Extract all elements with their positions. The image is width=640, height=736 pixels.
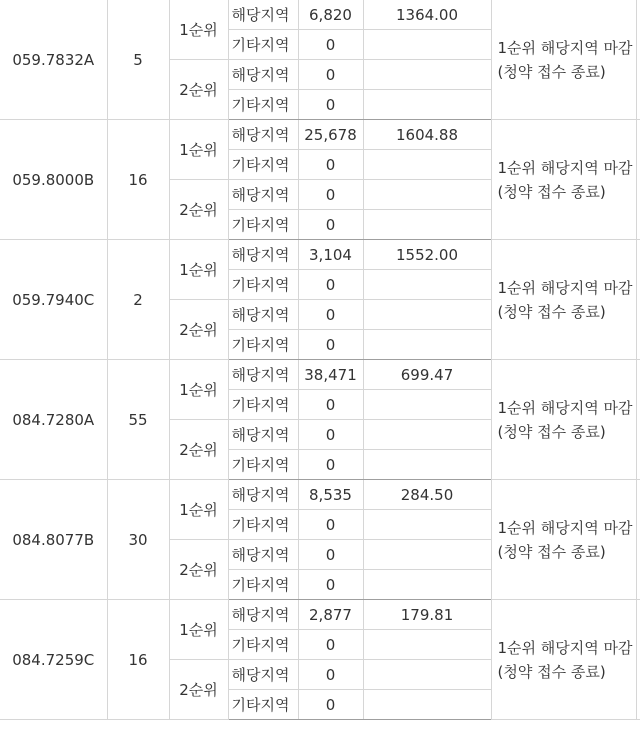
area-cell: 해당지역 — [228, 120, 298, 150]
result-cell: 1순위 해당지역 마감(청약 접수 종료) — [491, 480, 636, 600]
result-cell: 1순위 해당지역 마감(청약 접수 종료) — [491, 120, 636, 240]
rank-cell: 2순위 — [169, 660, 228, 720]
competition-ratio-cell — [363, 90, 491, 120]
competition-ratio-cell — [363, 30, 491, 60]
area-cell: 기타지역 — [228, 390, 298, 420]
rank-cell: 2순위 — [169, 60, 228, 120]
area-cell: 해당지역 — [228, 180, 298, 210]
applicant-count-cell: 0 — [298, 60, 363, 90]
supply-count-cell: 16 — [107, 600, 169, 720]
applicant-count-cell: 0 — [298, 390, 363, 420]
applicant-count-cell: 0 — [298, 510, 363, 540]
rank-cell: 1순위 — [169, 0, 228, 60]
supply-count-cell: 5 — [107, 0, 169, 120]
next-column-cell — [636, 0, 640, 120]
area-cell: 기타지역 — [228, 90, 298, 120]
applicant-count-cell: 0 — [298, 570, 363, 600]
area-cell: 기타지역 — [228, 210, 298, 240]
competition-ratio-cell — [363, 150, 491, 180]
area-cell: 기타지역 — [228, 270, 298, 300]
area-cell: 기타지역 — [228, 330, 298, 360]
competition-ratio-cell — [363, 660, 491, 690]
rank-cell: 1순위 — [169, 600, 228, 660]
competition-ratio-cell — [363, 570, 491, 600]
rank-cell: 2순위 — [169, 300, 228, 360]
applicant-count-cell: 0 — [298, 270, 363, 300]
competition-ratio-cell: 699.47 — [363, 360, 491, 390]
area-cell: 기타지역 — [228, 690, 298, 720]
area-cell: 해당지역 — [228, 480, 298, 510]
model-type-cell: 084.8077B — [0, 480, 107, 600]
competition-ratio-cell — [363, 210, 491, 240]
area-cell: 기타지역 — [228, 30, 298, 60]
applicant-count-cell: 38,471 — [298, 360, 363, 390]
next-column-cell — [636, 600, 640, 720]
supply-count-cell: 16 — [107, 120, 169, 240]
applicant-count-cell: 0 — [298, 690, 363, 720]
applicant-count-cell: 0 — [298, 180, 363, 210]
area-cell: 기타지역 — [228, 510, 298, 540]
applicant-count-cell: 0 — [298, 540, 363, 570]
competition-ratio-cell: 1364.00 — [363, 0, 491, 30]
applicant-count-cell: 0 — [298, 630, 363, 660]
competition-ratio-cell — [363, 510, 491, 540]
applicant-count-cell: 0 — [298, 30, 363, 60]
competition-ratio-cell — [363, 300, 491, 330]
rank-cell: 1순위 — [169, 480, 228, 540]
area-cell: 기타지역 — [228, 570, 298, 600]
model-type-cell: 059.7940C — [0, 240, 107, 360]
area-cell: 해당지역 — [228, 300, 298, 330]
area-cell: 기타지역 — [228, 630, 298, 660]
rank-cell: 2순위 — [169, 420, 228, 480]
rank-cell: 1순위 — [169, 360, 228, 420]
competition-ratio-cell — [363, 270, 491, 300]
competition-ratio-cell — [363, 180, 491, 210]
applicant-count-cell: 2,877 — [298, 600, 363, 630]
competition-ratio-cell: 1604.88 — [363, 120, 491, 150]
applicant-count-cell: 8,535 — [298, 480, 363, 510]
competition-ratio-cell: 284.50 — [363, 480, 491, 510]
result-cell: 1순위 해당지역 마감(청약 접수 종료) — [491, 0, 636, 120]
competition-ratio-cell — [363, 630, 491, 660]
table-row — [0, 600, 640, 630]
competition-ratio-cell: 1552.00 — [363, 240, 491, 270]
applicant-count-cell: 0 — [298, 420, 363, 450]
table-row — [0, 240, 640, 270]
applicant-count-cell: 25,678 — [298, 120, 363, 150]
area-cell: 해당지역 — [228, 60, 298, 90]
supply-count-cell: 2 — [107, 240, 169, 360]
rank-cell: 2순위 — [169, 180, 228, 240]
competition-ratio-cell — [363, 540, 491, 570]
area-cell: 해당지역 — [228, 240, 298, 270]
rank-cell: 1순위 — [169, 120, 228, 180]
applicant-count-cell: 0 — [298, 660, 363, 690]
competition-ratio-cell: 179.81 — [363, 600, 491, 630]
area-cell: 해당지역 — [228, 600, 298, 630]
table-row — [0, 480, 640, 510]
applicant-count-cell: 0 — [298, 450, 363, 480]
table-row — [0, 120, 640, 150]
competition-ratio-cell — [363, 390, 491, 420]
supply-count-cell: 30 — [107, 480, 169, 600]
next-column-cell — [636, 120, 640, 240]
area-cell: 해당지역 — [228, 0, 298, 30]
model-type-cell: 059.7832A — [0, 0, 107, 120]
applicant-count-cell: 6,820 — [298, 0, 363, 30]
applicant-count-cell: 0 — [298, 330, 363, 360]
area-cell: 기타지역 — [228, 150, 298, 180]
competition-ratio-cell — [363, 330, 491, 360]
result-cell: 1순위 해당지역 마감(청약 접수 종료) — [491, 600, 636, 720]
rank-cell: 2순위 — [169, 540, 228, 600]
area-cell: 해당지역 — [228, 660, 298, 690]
rank-cell: 1순위 — [169, 240, 228, 300]
applicant-count-cell: 3,104 — [298, 240, 363, 270]
applicant-count-cell: 0 — [298, 300, 363, 330]
result-cell: 1순위 해당지역 마감(청약 접수 종료) — [491, 240, 636, 360]
area-cell: 기타지역 — [228, 450, 298, 480]
applicant-count-cell: 0 — [298, 90, 363, 120]
competition-ratio-cell — [363, 60, 491, 90]
table-row — [0, 0, 640, 30]
supply-count-cell: 55 — [107, 360, 169, 480]
model-type-cell: 059.8000B — [0, 120, 107, 240]
competition-ratio-cell — [363, 690, 491, 720]
table-row — [0, 360, 640, 390]
area-cell: 해당지역 — [228, 420, 298, 450]
competition-ratio-cell — [363, 450, 491, 480]
next-column-cell — [636, 240, 640, 360]
area-cell: 해당지역 — [228, 360, 298, 390]
area-cell: 해당지역 — [228, 540, 298, 570]
next-column-cell — [636, 480, 640, 600]
model-type-cell: 084.7280A — [0, 360, 107, 480]
applicant-count-cell: 0 — [298, 210, 363, 240]
applicant-count-cell: 0 — [298, 150, 363, 180]
next-column-cell — [636, 360, 640, 480]
result-cell: 1순위 해당지역 마감(청약 접수 종료) — [491, 360, 636, 480]
model-type-cell: 084.7259C — [0, 600, 107, 720]
competition-ratio-cell — [363, 420, 491, 450]
